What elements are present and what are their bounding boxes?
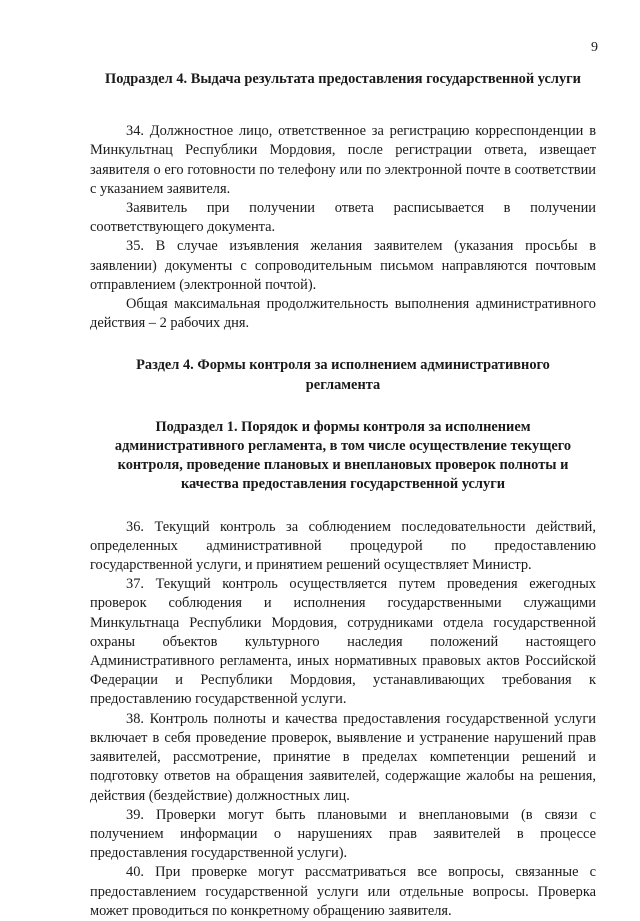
paragraph-39: 39. Проверки могут быть плановыми и внеплановыми (в связи с получением информации о нарушениях прав заявителей в процессе предоставления государственной услуги). (90, 806, 596, 862)
document-body (90, 70, 596, 921)
paragraph-applicant-signs: Заявитель при получении ответа расписывается в получении соответствующего документа. (90, 200, 596, 236)
paragraph-35: 35. В случае изъявления желания заявителем (указания просьбы в заявлении) документы с сопроводительным письмом направляются почтовым отправлением (электронной почтой). (90, 238, 596, 293)
section-4-title: Раздел 4. Формы контроля за исполнением административного регламента (136, 357, 550, 393)
subsection-1-title: Подраздел 1. Порядок и формы контроля за исполнением административного регламента, в том числе осуществление текущего контроля, проведение плановых и внеплановых проверок полноты и качества предоставления государственной услуги (114, 418, 572, 493)
paragraph-34: 34. Должностное лицо, ответственное за регистрацию корреспонденции в Минкультнац Республики Мордовия, после регистрации ответа, извещает заявителя о его готовности по телефону или по электронной почте в соответствии с указанием заявителя. (90, 123, 596, 197)
subsection-4-title: Подраздел 4. Выдача результата предоставления государственной услуги (105, 71, 581, 87)
paragraph-max-duration: Общая максимальная продолжительность выполнения административного действия – 2 рабочих дня. (90, 296, 596, 332)
paragraph-37: 37. Текущий контроль осуществляется путем проведения ежегодных проверок соблюдения и исполнения государственными служащими Минкультнаца Республики Мордовия, сотрудниками отдела государственной охраны объектов культурного наследия положений настоящего Административного регламента, иных нормативных правовых актов Российской Федерации и Республики Мордовия, устанавливающих требования к предоставлению государственной услуги. (90, 576, 596, 708)
page-number: 9 (591, 40, 598, 55)
paragraph-38: 38. Контроль полноты и качества предоставления государственной услуги включает в себя проведение проверок, выявление и устранение нарушений прав заявителей, рассмотрение, принятие в пределах компетенции решений и подготовку ответов на обращения заявителей, содержащие жалобы на решения, действия (бездействие) должностных лиц. (90, 710, 596, 804)
paragraph-36: 36. Текущий контроль за соблюдением последовательности действий, определенных административной процедурой по предоставлению государственной услуги, и принятием решений осуществляет Министр. (90, 518, 596, 574)
paragraph-40: 40. При проверке могут рассматриваться все вопросы, связанные с предоставлением государственной услуги или отдельные вопросы. Проверка может проводиться по конкретному обращению заявителя. (90, 864, 596, 919)
